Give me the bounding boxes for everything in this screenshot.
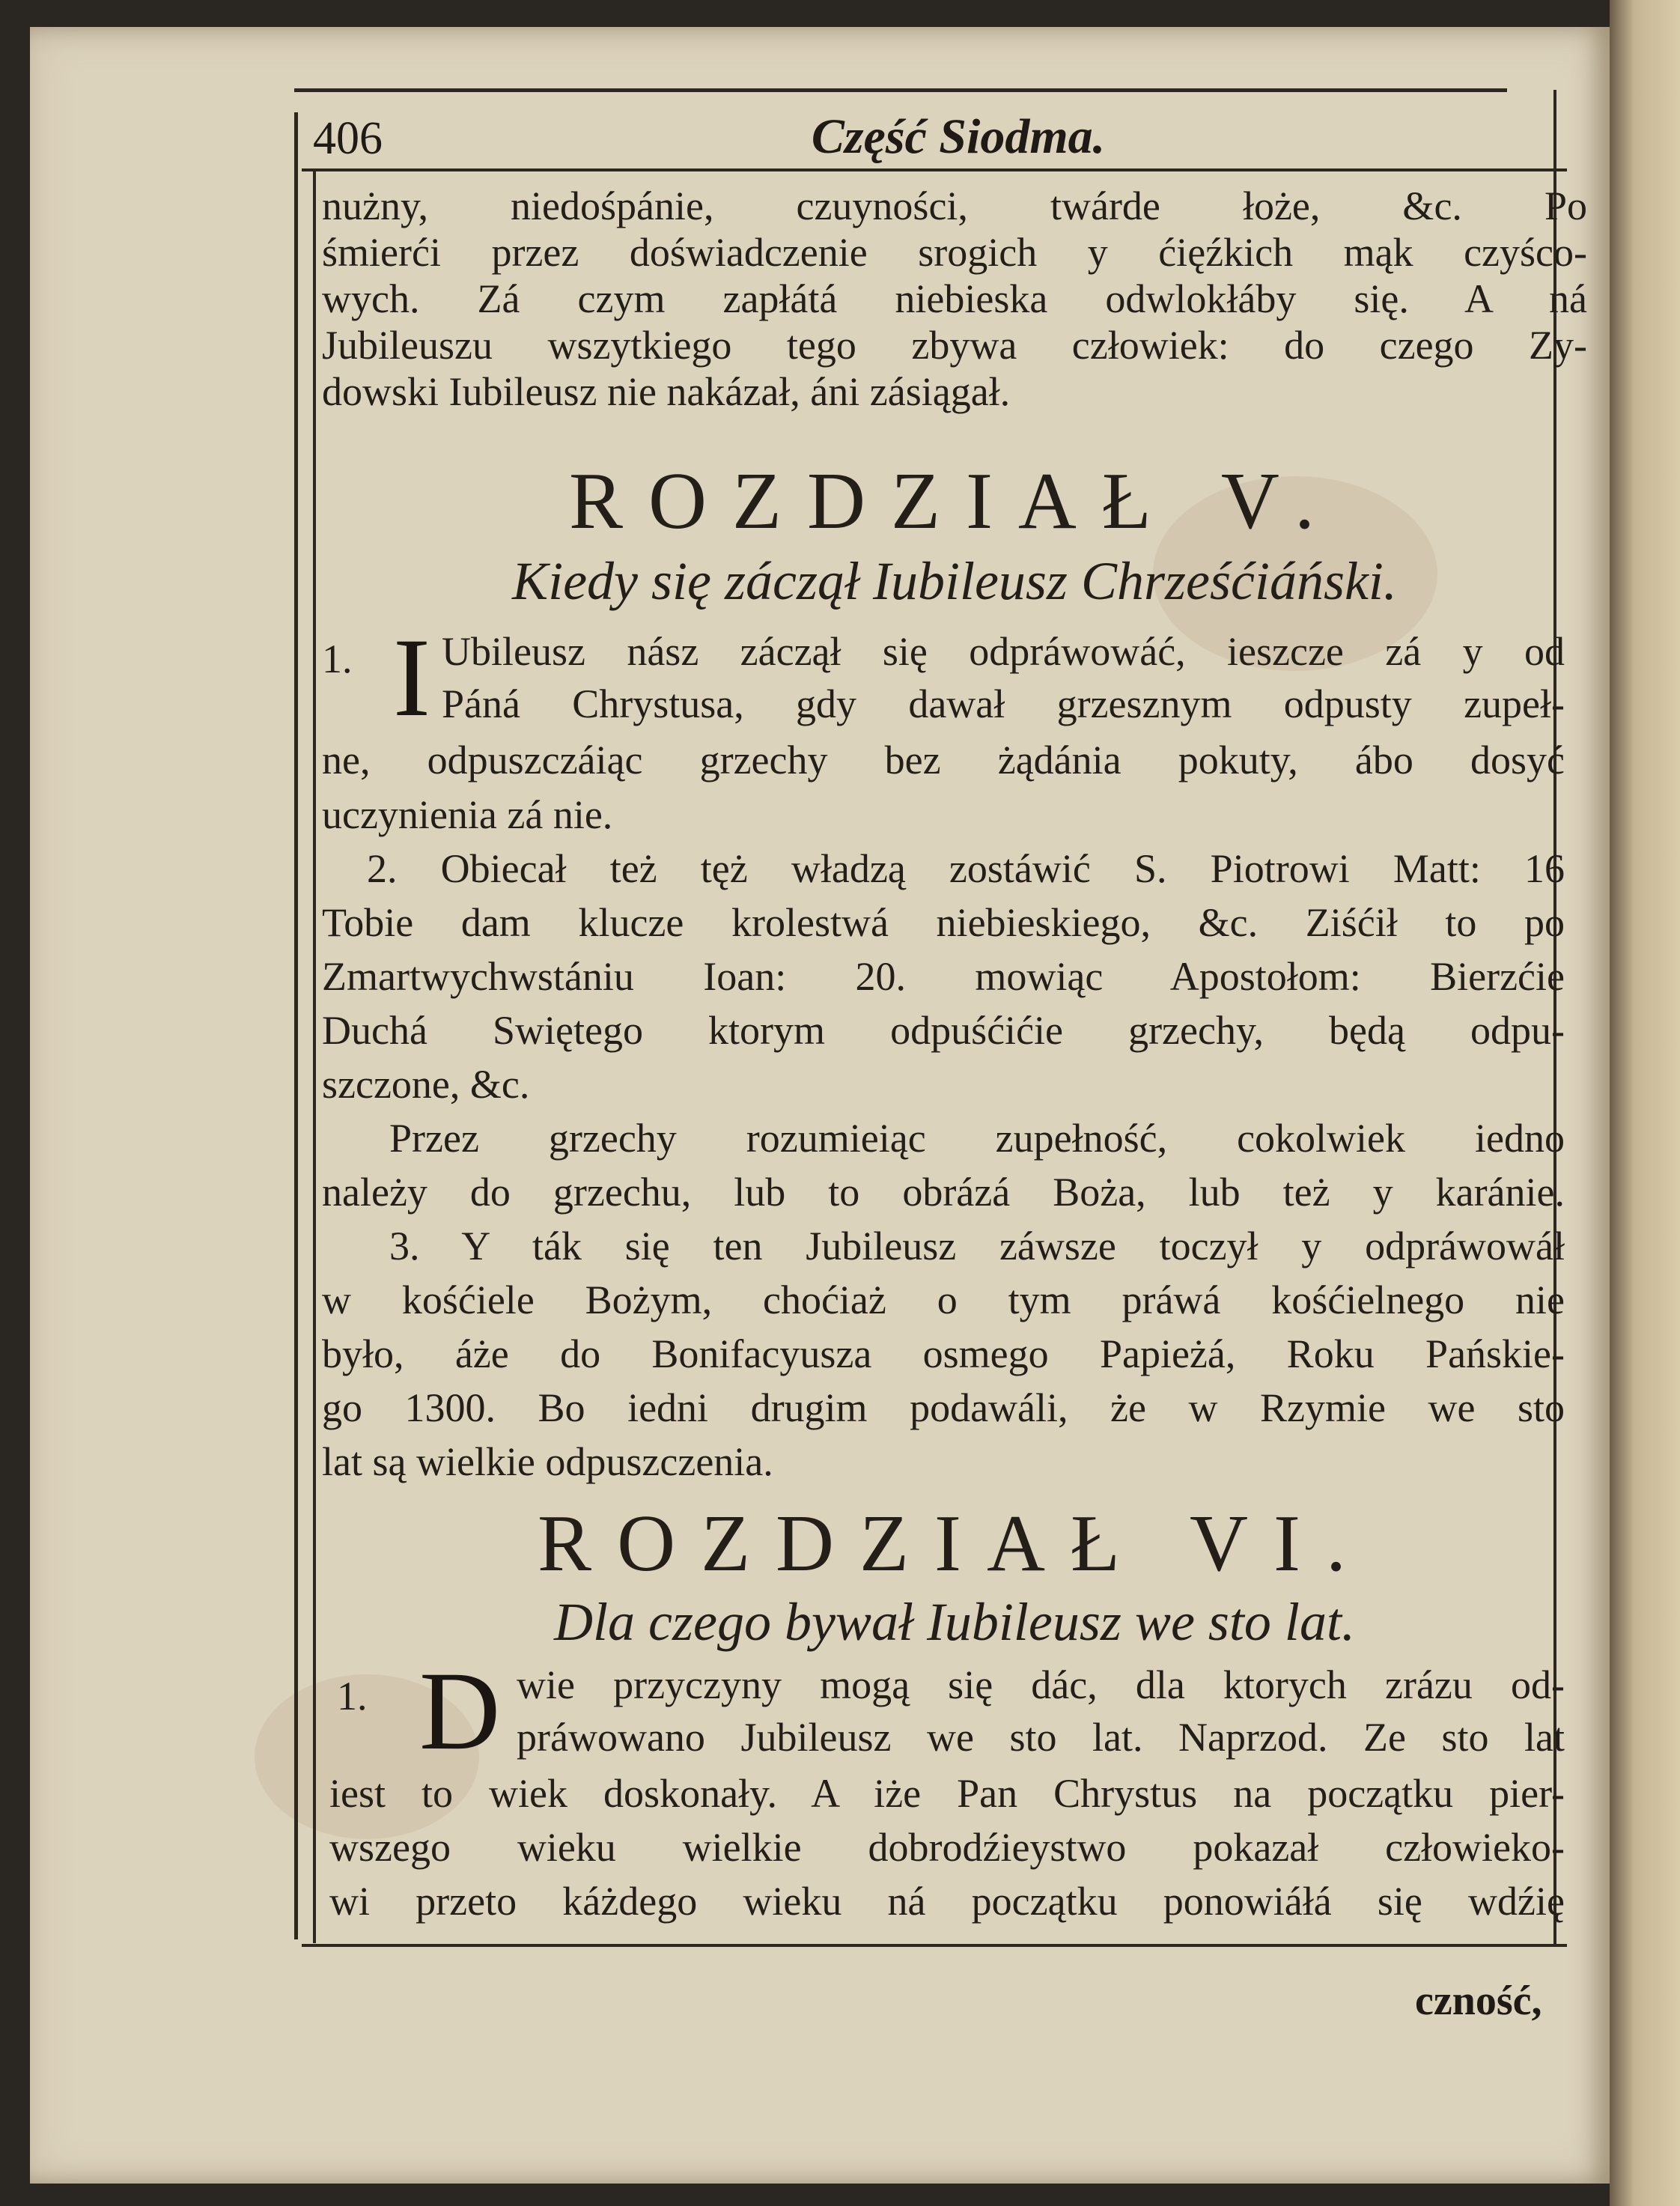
- chapter-subtitle: Dla czego bywał Iubileusz we sto lat.: [554, 1592, 1355, 1652]
- page-number: 406: [313, 113, 383, 164]
- text-line: Jubileuszu wszytkiego tego zbywa człowiek: do czego Zy-: [322, 323, 1587, 368]
- facing-page-edge: [1610, 0, 1680, 2206]
- text-line: Przez grzechy rozumieiąc zupełność, cokolwiek iedno: [389, 1116, 1565, 1161]
- paragraph-number: 1.: [322, 636, 352, 681]
- bottom-rule: [302, 1944, 1567, 1947]
- drop-cap: I: [393, 616, 430, 740]
- text-line: wszego wieku wielkie dobrodźieystwo pokazał człowieko-: [329, 1825, 1565, 1870]
- text-line: 3. Y ták się ten Jubileusz záwsze toczył y odpráwowáł: [389, 1224, 1565, 1268]
- text-line: iest to wiek doskonały. A iże Pan Chrystus na początku pier-: [329, 1771, 1565, 1816]
- text-line: wi przeto káżdego wieku ná początku ponowiáłá się wdźię: [329, 1879, 1565, 1924]
- text-line: ne, odpuszczáiąc grzechy bez żądánia pokuty, ábo dosyć: [322, 738, 1565, 783]
- chapter-heading: ROZDZIAŁ V.: [568, 457, 1340, 546]
- text-line: śmierći przez doświadczenie srogich y ćięźkich mąk czyśco-: [322, 230, 1587, 275]
- text-line: go 1300. Bo iedni drugim podawáli, że w Rzymie we sto: [322, 1385, 1565, 1430]
- text-line: uczynienia zá nie.: [322, 792, 613, 837]
- text-line: wych. Zá czym zapłátá niebieska odwlokłáby się. A ná: [322, 276, 1587, 321]
- text-line: Páná Chrystusa, gdy dawał grzesznym odpusty zupeł-: [442, 681, 1565, 726]
- text-line: Zmartwychwstániu Ioan: 20. mowiąc Apostołom: Bierzćie: [322, 954, 1565, 999]
- catchword: czność,: [1415, 1978, 1542, 2024]
- header-rule: [302, 168, 1567, 171]
- text-line: Ubileusz nász záczął się odpráwowáć, ieszcze zá y od: [442, 629, 1565, 674]
- text-line: práwowano Jubileusz we sto lat. Naprzod. Ze sto lat: [517, 1715, 1565, 1760]
- left-outer-rule: [294, 112, 298, 1939]
- text-line: Tobie dam klucze krolestwá niebieskiego, &c. Ziśćił to po: [322, 900, 1565, 945]
- text-line: lat są wielkie odpuszczenia.: [322, 1439, 773, 1484]
- left-inner-rule: [313, 168, 316, 1943]
- text-line: dowski Iubileusz nie nakázał, áni zásiągał.: [322, 369, 1011, 414]
- text-line: Duchá Swiętego ktorym odpuśćićie grzechy, będą odpu-: [322, 1008, 1565, 1053]
- text-line: wie przyczyny mogą się dác, dla ktorych zrázu od-: [517, 1662, 1565, 1707]
- paragraph-number: 1.: [337, 1674, 367, 1719]
- text-line: w kośćiele Bożym, choćiaż o tym práwá kośćielnego nie: [322, 1277, 1565, 1322]
- drop-cap: D: [419, 1649, 501, 1773]
- top-rule: [294, 88, 1507, 92]
- text-line: 2. Obiecał też tęż władzą zostáwić S. Piotrowi Matt: 16: [367, 846, 1565, 891]
- text-line: było, áże do Bonifacyusza osmego Papieżá, Roku Pańskie-: [322, 1331, 1565, 1376]
- chapter-subtitle: Kiedy się záczął Iubileusz Chrześćiáński.: [512, 551, 1397, 611]
- text-line: szczone, &c.: [322, 1062, 530, 1107]
- running-title: Część Siodma.: [811, 109, 1106, 164]
- text-line: nużny, niedośpánie, czuyności, twárde łoże, &c. Po: [322, 183, 1587, 228]
- chapter-heading: ROZDZIAŁ VI.: [538, 1499, 1372, 1588]
- text-line: należy do grzechu, lub to obrázá Boża, lub też y karánie.: [322, 1170, 1565, 1215]
